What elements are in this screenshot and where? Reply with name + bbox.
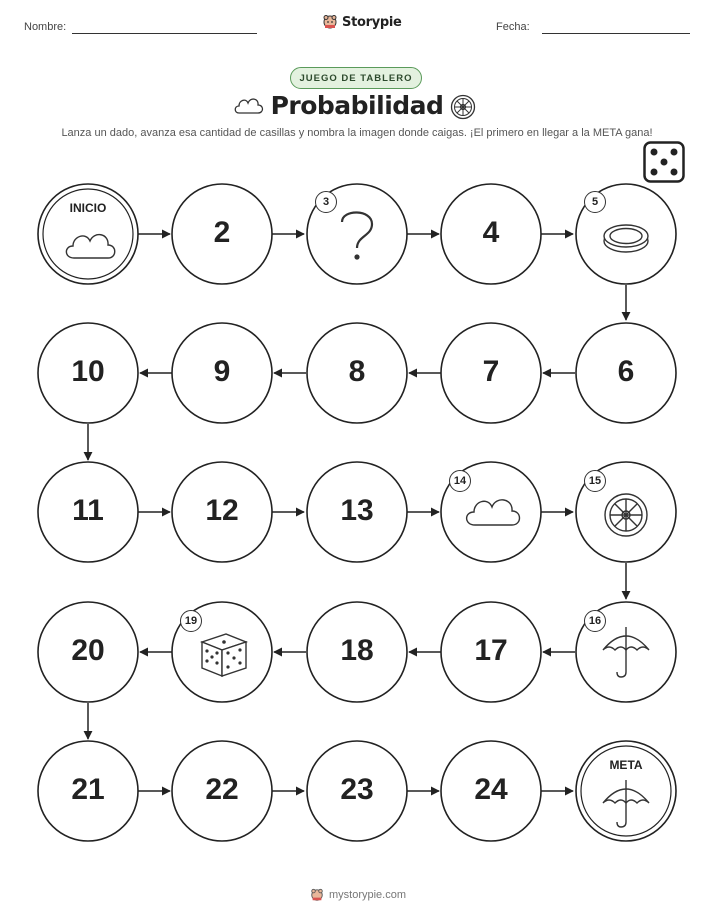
square-start (38, 184, 138, 284)
square-9-number: 9 (213, 355, 231, 388)
square-3-badge: 3 (315, 191, 337, 213)
square-13-number: 13 (340, 494, 374, 527)
square-7-number: 7 (482, 355, 500, 388)
square-4-number: 4 (482, 216, 500, 249)
square-19-badge: 19 (180, 610, 202, 632)
square-24-number: 24 (474, 773, 508, 806)
name-label: Nombre: (24, 21, 67, 33)
footer-url[interactable]: mystorypie.com (329, 889, 407, 901)
square-6-number: 6 (617, 355, 635, 388)
square-2-number: 2 (213, 216, 231, 249)
mascot-icon (310, 888, 324, 902)
square-20-number: 20 (71, 634, 105, 667)
brand-name: Storypie (342, 14, 402, 30)
square-22-number: 22 (205, 773, 239, 806)
start-label: INICIO (69, 201, 107, 215)
square-21-number: 21 (71, 773, 105, 806)
dice-icon (202, 634, 246, 676)
page-title: Probabilidad (270, 91, 444, 120)
square-17-number: 17 (474, 634, 508, 667)
square-12-number: 12 (205, 494, 239, 527)
date-label: Fecha: (496, 21, 530, 33)
instructions: Lanza un dado, avanza esa cantidad de casillas y nombra la imagen donde caigas. ¡El primero en llegar a la META gana! (61, 127, 653, 139)
square-23-number: 23 (340, 773, 374, 806)
square-18-number: 18 (340, 634, 374, 667)
square-16-badge: 16 (584, 610, 606, 632)
square-8-number: 8 (348, 355, 366, 388)
footer (310, 888, 406, 902)
square-10-number: 10 (71, 355, 105, 388)
square-5-badge: 5 (584, 191, 606, 213)
square-15-badge: 15 (584, 470, 606, 492)
square-11-number: 11 (72, 494, 104, 527)
square-14-badge: 14 (449, 470, 471, 492)
wheel-icon (605, 494, 647, 536)
end-label: META (609, 758, 643, 772)
category-pill: JUEGO DE TABLERO (290, 67, 422, 89)
